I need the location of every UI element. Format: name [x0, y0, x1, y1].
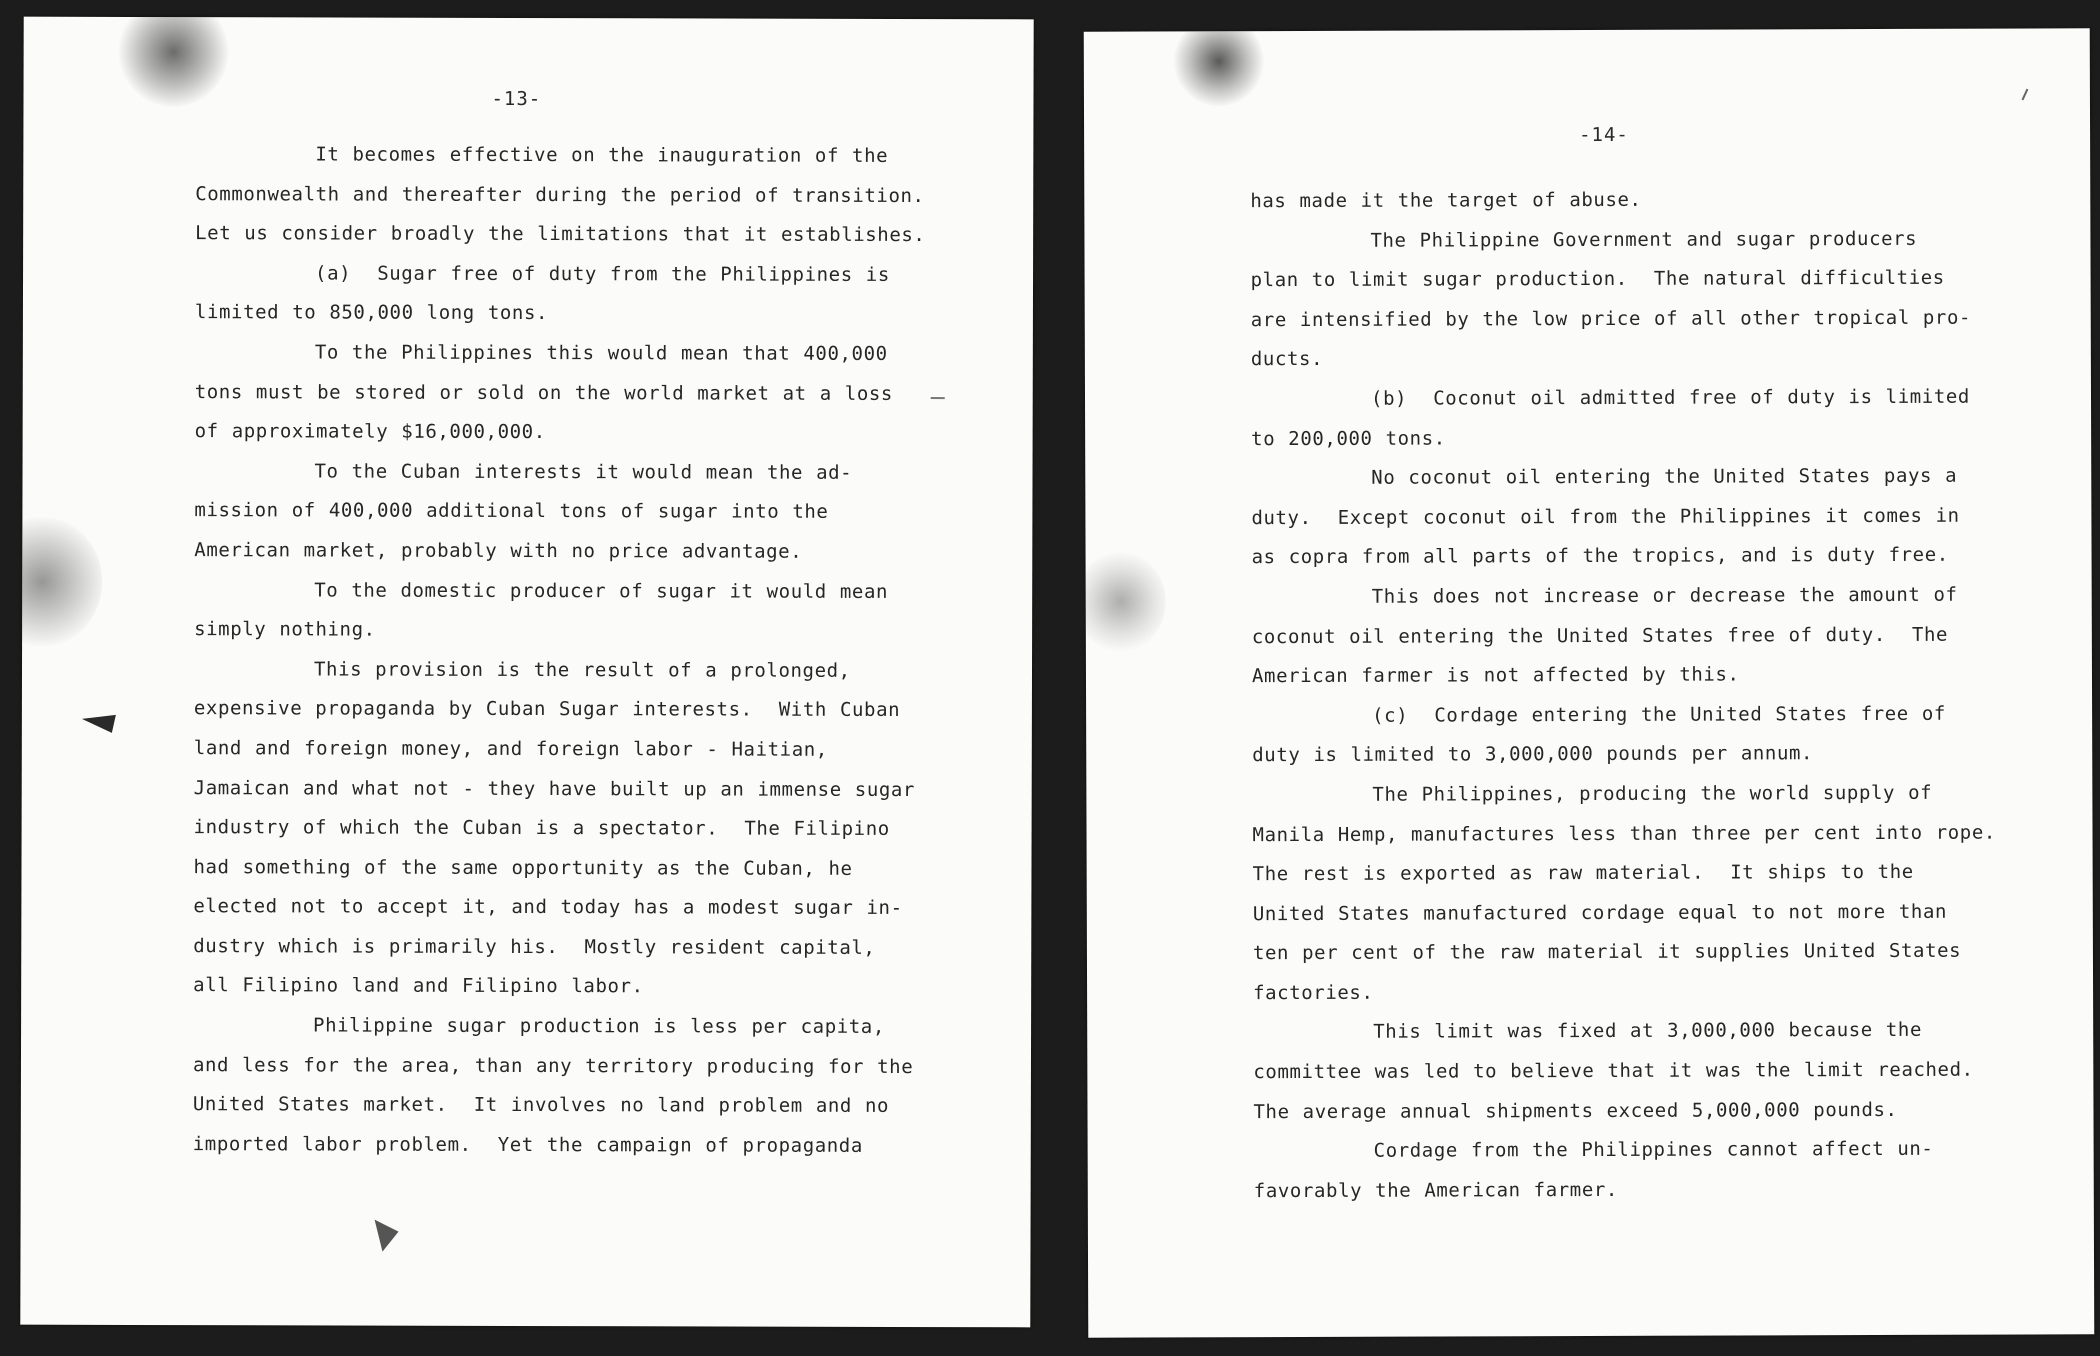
text-line: industry of which the Cuban is a spectator. The Filipino	[193, 816, 890, 841]
text-line: dustry which is primarily his. Mostly resident capital,	[193, 935, 876, 959]
text-line: Let us consider broadly the limitations that it establishes.	[195, 222, 926, 247]
text-line: American market, probably with no price advantage.	[194, 539, 803, 563]
text-line: The average annual shipments exceed 5,000,000 pounds.	[1253, 1098, 1898, 1123]
text-line: as copra from all parts of the tropics, and is duty free.	[1251, 544, 1949, 569]
text-line: to 200,000 tons.	[1251, 427, 1446, 450]
text-line: Philippine sugar production is less per capita,	[313, 1014, 885, 1039]
ink-smudge	[1174, 28, 1264, 106]
text-line: factories.	[1253, 981, 1374, 1005]
text-line: The rest is exported as raw material. It ships to the	[1252, 860, 1914, 886]
text-line: To the Cuban interests it would mean the ad-	[314, 460, 853, 484]
text-line: expensive propaganda by Cuban Sugar interests. With Cuban	[193, 697, 901, 722]
ink-smudge	[1084, 551, 1166, 651]
page-number: -14-	[1579, 123, 1629, 147]
text-line: (b) Coconut oil admitted free of duty is limited	[1370, 385, 1970, 410]
text-line: had something of the same opportunity as the Cuban, he	[193, 855, 853, 880]
text-line: (c) Cordage entering the United States free of	[1372, 702, 1946, 727]
text-line: are intensified by the low price of all other tropical pro-	[1250, 306, 1972, 331]
text-line: American farmer is not affected by this.	[1251, 663, 1740, 688]
text-line: This does not increase or decrease the amount of	[1371, 583, 1958, 608]
page-body	[193, 135, 956, 1166]
page-number: -13-	[491, 87, 542, 111]
text-line: tons must be stored or sold on the world market at a loss	[194, 380, 893, 405]
text-line: United States market. It involves no land problem and no	[192, 1093, 890, 1118]
text-line: Commonwealth and thereafter during the period of transition.	[195, 182, 925, 207]
text-line: United States manufactured cordage equal to not more than	[1252, 900, 1948, 925]
text-line: Manila Hemp, manufactures less than three per cent into rope.	[1252, 821, 1996, 846]
ink-blot	[80, 711, 120, 737]
page-14	[1084, 28, 2095, 1338]
text-line: Jamaican and what not - they have built up an immense sugar	[193, 776, 916, 801]
text-line: committee was led to believe that it was the limit reached.	[1253, 1058, 1974, 1084]
text-line: ten per cent of the raw material it supplies United States	[1252, 939, 1962, 965]
text-line: The Philippine Government and sugar producers	[1370, 227, 1918, 252]
text-line: This provision is the result of a prolonged,	[313, 658, 851, 682]
text-line: coconut oil entering the United States free of duty. The	[1251, 623, 1949, 648]
text-line: ducts.	[1250, 348, 1324, 371]
text-line: duty. Except coconut oil from the Philippines it comes in	[1251, 504, 1960, 529]
ink-smudge	[20, 517, 102, 647]
text-line: land and foreign money, and foreign labor - Haitian,	[193, 737, 828, 761]
text-line: This limit was fixed at 3,000,000 because the	[1373, 1019, 1923, 1044]
page-body	[1250, 180, 2014, 1212]
text-line: plan to limit sugar production. The natural difficulties	[1250, 266, 1945, 292]
text-line: imported labor problem. Yet the campaign of propaganda	[192, 1132, 863, 1157]
text-line: and less for the area, than any territory producing for the	[192, 1053, 914, 1078]
stray-mark	[2022, 89, 2029, 101]
text-line: No coconut oil entering the United States pays a	[1371, 464, 1958, 489]
text-line: Cordage from the Philippines cannot affect un-	[1373, 1138, 1934, 1163]
text-line: To the Philippines this would mean that 400,000	[314, 341, 888, 365]
text-line: limited to 850,000 long tons.	[194, 301, 549, 325]
ink-blot	[370, 1218, 402, 1254]
text-line: simply nothing.	[194, 618, 376, 641]
text-line: The Philippines, producing the world supply of	[1372, 781, 1933, 806]
text-line: (a) Sugar free of duty from the Philippines is	[315, 262, 890, 286]
text-line: duty is limited to 3,000,000 pounds per annum.	[1252, 742, 1814, 767]
ink-smudge	[118, 17, 228, 108]
text-line: It becomes effective on the inauguration of the	[315, 143, 889, 167]
text-line: all Filipino land and Filipino labor.	[193, 974, 644, 998]
text-line: To the domestic producer of sugar it would mean	[314, 578, 889, 603]
text-line: has made it the target of abuse.	[1250, 188, 1642, 213]
text-line: elected not to accept it, and today has a modest sugar in-	[193, 895, 903, 920]
text-line: of approximately $16,000,000.	[194, 420, 546, 444]
text-line: mission of 400,000 additional tons of sugar into the	[194, 499, 829, 524]
page-13	[20, 17, 1033, 1328]
text-line: favorably the American farmer.	[1253, 1178, 1618, 1203]
